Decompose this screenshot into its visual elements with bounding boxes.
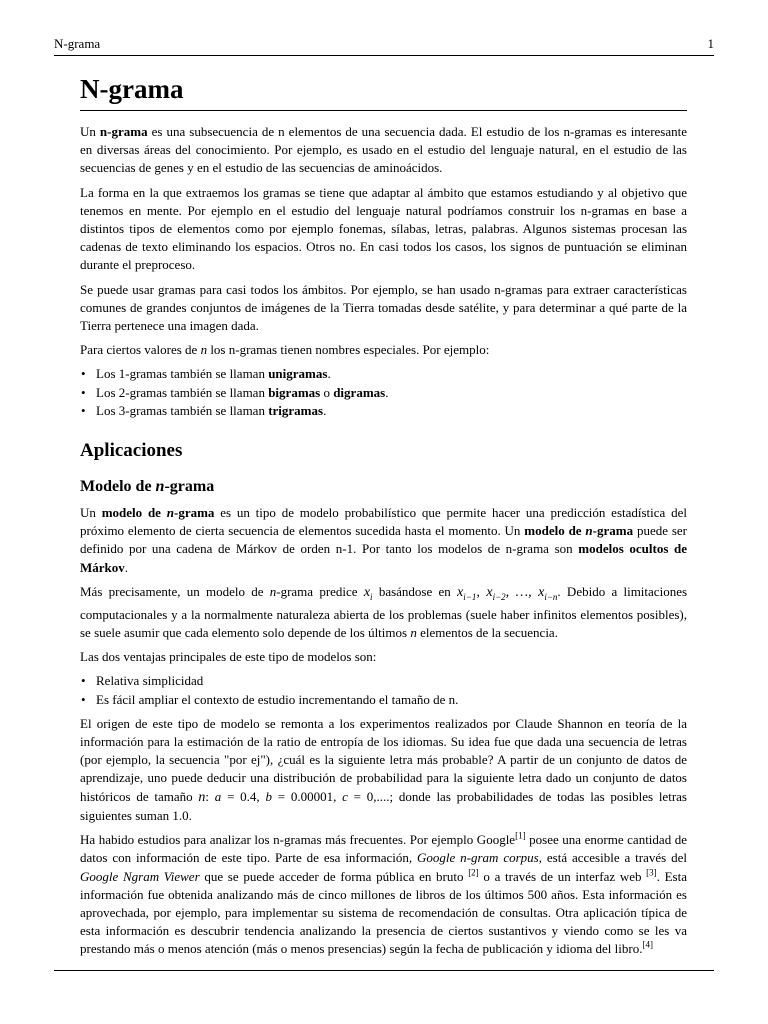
intro-paragraph-2: La forma en la que extraemos los gramas se tiene que adaptar al ámbito que estamos estudiando y al objetivo que tenemos en mente. Por ejemplo en el estudio del lenguaje natural podríamos construir los n-gramas en base a distintos tipos de elementos como por ejemplo fonemas, sílabas, letras, palabras. Algunos sistemas procesan las cadenas de texto eliminando los espacios. Otros no. En casi todos los casos, los signos de puntuación se eliminan durante el preproceso. (80, 184, 687, 273)
page-title: N-grama (80, 74, 687, 111)
list-item: • Relativa simplicidad (80, 672, 687, 690)
intro-paragraph-4: Para ciertos valores de n los n-gramas tienen nombres especiales. Por ejemplo: (80, 342, 490, 358)
header-rule (54, 55, 714, 56)
reference-2[interactable]: [2] (468, 867, 479, 878)
list-item: • Es fácil ampliar el contexto de estudio incrementando el tamaño de n. (80, 691, 687, 709)
list-item: • Los 2-gramas también se llaman bigramas o digramas. (80, 384, 687, 402)
reference-1[interactable]: [1] (515, 830, 526, 841)
special-names-list (80, 365, 687, 420)
section-heading-aplicaciones: Aplicaciones (80, 440, 183, 462)
model-paragraph-5: Ha habido estudios para analizar los n-gramas más frecuentes. Por ejemplo Google[1] posee una enorme cantidad de datos con información de este tipo. Parte de esa información, Google n-gram corpus, está accesible a través del Google Ngram Viewer que se puede acceder de forma pública en bruto [2] o a través de un interfaz web [3]. Esta información fue obtenida analizando más de cinco millones de libros de los últimos 500 años. Esta información es aprovechada, por ejemplo, para implementar su sistema de recomendación de consultas. Otra aplicación típica de esta información es descubrir tendencia analizando la presencia de ciertos sustantivos y viendo como se les va prestando más o menos atención (más o menos presencias) según la fecha de publicación y idioma del libro.[4] (80, 830, 688, 957)
model-paragraph-2: Más precisamente, un modelo de n-grama predice $x_i$ basándose en $x_{i-1}$, $x_{i-2}$, …, $x_{i-n}$. Debido a limitaciones computacionales y a la normalmente naturaleza abierta de los problemas (suele haber infinitos elementos posibles), se suele asumir que cada elemento solo depende de los últimos n elementos de la secuencia. (80, 583, 688, 641)
model-paragraph-1: Un modelo de n-grama es un tipo de modelo probabilístico que permite hacer una predicción estadística del próximo elemento de cierta secuencia de elementos sucedida hasta el momento. Un modelo de n-grama puede ser definido por una cadena de Márkov de orden n-1. Por tanto los modelos de n-grama son modelos ocultos de Márkov. (80, 505, 688, 575)
reference-3[interactable]: [3] (646, 867, 657, 878)
reference-4[interactable]: [4] (642, 939, 653, 950)
footer-rule (54, 970, 714, 971)
page-number: 1 (707, 36, 714, 51)
list-item: • Los 1-gramas también se llaman unigramas. (80, 365, 687, 383)
running-header (54, 36, 714, 52)
running-title: N-grama (54, 36, 101, 51)
model-paragraph-3: Las dos ventajas principales de este tipo de modelos son: (80, 649, 377, 665)
article-body (80, 74, 687, 965)
advantages-list (80, 672, 687, 708)
subsection-heading-modelo: Modelo de n-grama (80, 478, 215, 496)
intro-paragraph-1: Un n-grama es una subsecuencia de n elementos de una secuencia dada. El estudio de los n-gramas es interesante en diversas áreas del conocimiento. Por ejemplo, es usado en el estudio del lenguaje natural, en el estudio de las secuencias de genes y en el estudio de las secuencias de aminoácidos. (80, 124, 688, 176)
model-paragraph-4: El origen de este tipo de modelo se remonta a los experimentos realizados por Claude Shannon en teoría de la información para la estimación de la ratio de entropía de los idiomas. Su idea fue que dada una secuencia de letras (por ejemplo, la secuencia "por ej"), ¿cuál es la siguiente letra más probable? A partir de un conjunto de datos de aprendizaje, uno puede deducir una distribución de probabilidad para la siguiente letra dado un conjunto de datos históricos de tamaño n: a = 0.4, b = 0.00001, c = 0,....; donde las probabilidades de todas las posibles letras siguientes suman 1.0. (80, 715, 687, 823)
term-n-grama: n-grama (99, 124, 148, 139)
list-item: • Los 3-gramas también se llaman trigramas. (80, 402, 687, 420)
formula-xi: $x_i$ (363, 584, 373, 602)
intro-paragraph-3: Se puede usar gramas para casi todos los ámbitos. Por ejemplo, se han usado n-gramas para extraer características comunes de grandes conjuntos de imágenes de la Tierra tomadas desde satélite, y para determinar a qué parte de la Tierra pertenece una imagen dada. (80, 281, 687, 334)
formula-n: n (198, 789, 206, 805)
formula-history: $x_{i-1}$, $x_{i-2}$, …, $x_{i-n}$ (457, 584, 558, 602)
